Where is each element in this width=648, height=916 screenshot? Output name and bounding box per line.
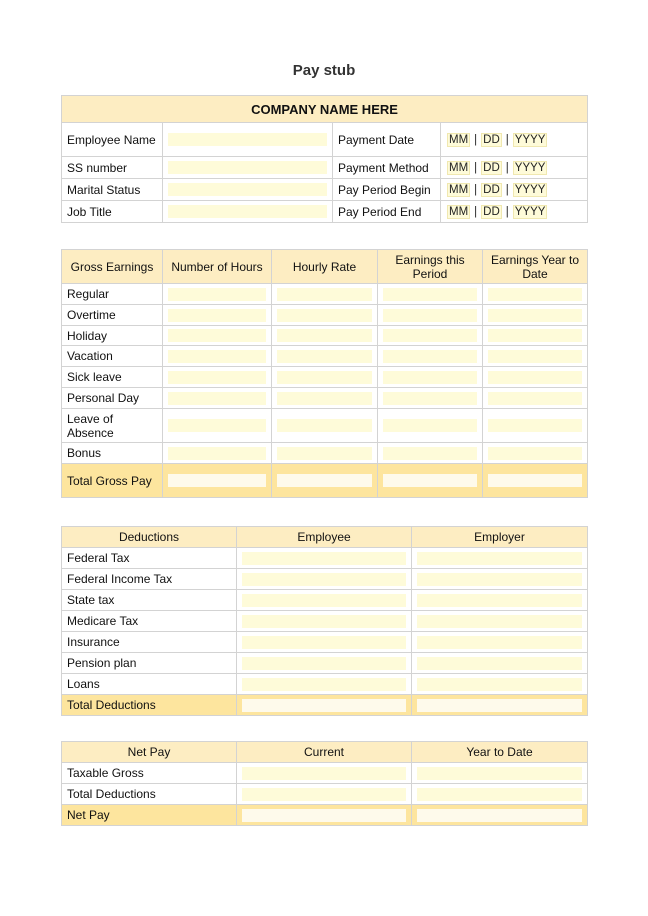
pay-period-end-field[interactable]: MM | DD | YYYY xyxy=(449,205,546,218)
ss-number-field[interactable] xyxy=(168,161,327,174)
row-label: Taxable Gross xyxy=(62,763,237,784)
col-header: Earnings this Period xyxy=(378,250,483,284)
payment-date-field[interactable]: MM | DD | YYYY xyxy=(449,133,546,146)
overtime-field-2[interactable] xyxy=(277,309,372,322)
personal-day-field-2[interactable] xyxy=(277,392,372,405)
row-label: Pension plan xyxy=(62,653,237,674)
total-deductions-field-1[interactable] xyxy=(242,788,406,801)
total-ytd-field[interactable] xyxy=(488,474,582,487)
col-header: Number of Hours xyxy=(163,250,272,284)
regular-field-3[interactable] xyxy=(383,288,477,301)
net-pay-ytd-field[interactable] xyxy=(417,809,582,822)
row-label: Sick leave xyxy=(62,367,163,388)
date-year[interactable]: YYYY xyxy=(514,183,546,196)
federal-tax-field-1[interactable] xyxy=(242,552,406,565)
date-month[interactable]: MM xyxy=(449,133,469,146)
total-gross-row xyxy=(62,464,588,498)
date-month[interactable]: MM xyxy=(449,183,469,196)
insurance-field-1[interactable] xyxy=(242,636,406,649)
personal-day-field-1[interactable] xyxy=(168,392,266,405)
info-label: Employee Name xyxy=(62,123,163,157)
federal-tax-field-2[interactable] xyxy=(417,552,582,565)
table-row xyxy=(62,443,588,464)
table-row xyxy=(62,653,588,674)
row-label: Personal Day xyxy=(62,388,163,409)
regular-field-1[interactable] xyxy=(168,288,266,301)
row-label: Holiday xyxy=(62,326,163,346)
personal-day-field-3[interactable] xyxy=(383,392,477,405)
table-row xyxy=(62,674,588,695)
table-row xyxy=(62,763,588,784)
date-day[interactable]: DD xyxy=(483,133,500,146)
row-label: Vacation xyxy=(62,346,163,367)
info-row xyxy=(62,157,588,179)
taxable-gross-field-1[interactable] xyxy=(242,767,406,780)
insurance-field-2[interactable] xyxy=(417,636,582,649)
gross-earnings-table xyxy=(61,249,588,498)
date-year[interactable]: YYYY xyxy=(514,133,546,146)
loans-field-1[interactable] xyxy=(242,678,406,691)
payment-method-field[interactable]: MM | DD | YYYY xyxy=(449,161,546,174)
row-label: Medicare Tax xyxy=(62,611,237,632)
col-header: Hourly Rate xyxy=(272,250,378,284)
info-label: Pay Period Begin xyxy=(333,179,441,201)
date-day[interactable]: DD xyxy=(483,161,500,174)
info-row xyxy=(62,201,588,223)
info-label: Job Title xyxy=(62,201,163,223)
table-row xyxy=(62,548,588,569)
date-day[interactable]: DD xyxy=(483,183,500,196)
table-row xyxy=(62,367,588,388)
row-label: Bonus xyxy=(62,443,163,464)
sick-leave-field-1[interactable] xyxy=(168,371,266,384)
info-label: SS number xyxy=(62,157,163,179)
total-deductions-field-2[interactable] xyxy=(417,788,582,801)
total-employer-field[interactable] xyxy=(417,699,582,712)
leave-of-absence-field-3[interactable] xyxy=(383,419,477,432)
row-label: Total Deductions xyxy=(62,784,237,805)
bonus-field-1[interactable] xyxy=(168,447,266,460)
holiday-field-3[interactable] xyxy=(383,329,477,342)
date-month[interactable]: MM xyxy=(449,205,469,218)
col-header: Gross Earnings xyxy=(62,250,163,284)
vacation-field-2[interactable] xyxy=(277,350,372,363)
col-header: Deductions xyxy=(62,527,237,548)
col-header: Employer xyxy=(412,527,588,548)
vacation-field-1[interactable] xyxy=(168,350,266,363)
table-row xyxy=(62,284,588,305)
bonus-field-3[interactable] xyxy=(383,447,477,460)
regular-field-2[interactable] xyxy=(277,288,372,301)
holiday-field-4[interactable] xyxy=(488,329,582,342)
employee-info-table xyxy=(61,95,588,223)
loans-field-2[interactable] xyxy=(417,678,582,691)
info-label: Pay Period End xyxy=(333,201,441,223)
page-title: Pay stub xyxy=(292,62,356,79)
info-label: Payment Date xyxy=(333,123,441,157)
total-employee-field[interactable] xyxy=(242,699,406,712)
net-pay-current-field[interactable] xyxy=(242,809,406,822)
employee-name-field[interactable] xyxy=(168,133,327,146)
row-label: Regular xyxy=(62,284,163,305)
table-row xyxy=(62,388,588,409)
row-label: Federal Income Tax xyxy=(62,569,237,590)
bonus-field-2[interactable] xyxy=(277,447,372,460)
table-row xyxy=(62,632,588,653)
leave-of-absence-field-1[interactable] xyxy=(168,419,266,432)
leave-of-absence-field-2[interactable] xyxy=(277,419,372,432)
row-label: State tax xyxy=(62,590,237,611)
table-row xyxy=(62,326,588,346)
job-title-field[interactable] xyxy=(168,205,327,218)
table-row xyxy=(62,611,588,632)
bonus-field-4[interactable] xyxy=(488,447,582,460)
taxable-gross-field-2[interactable] xyxy=(417,767,582,780)
total-hours-field[interactable] xyxy=(168,474,266,487)
medicare-tax-field-2[interactable] xyxy=(417,615,582,628)
personal-day-field-4[interactable] xyxy=(488,392,582,405)
total-deductions-label: Total Deductions xyxy=(62,695,237,716)
date-month[interactable]: MM xyxy=(449,161,469,174)
table-row xyxy=(62,569,588,590)
overtime-field-1[interactable] xyxy=(168,309,266,322)
row-label: Federal Tax xyxy=(62,548,237,569)
net-pay-label: Net Pay xyxy=(62,805,237,826)
overtime-field-4[interactable] xyxy=(488,309,582,322)
vacation-field-3[interactable] xyxy=(383,350,477,363)
table-row xyxy=(62,784,588,805)
date-year[interactable]: YYYY xyxy=(514,205,546,218)
company-name: COMPANY NAME HERE xyxy=(62,96,588,123)
row-label: Insurance xyxy=(62,632,237,653)
col-header: Earnings Year to Date xyxy=(483,250,588,284)
holiday-field-2[interactable] xyxy=(277,329,372,342)
date-year[interactable]: YYYY xyxy=(514,161,546,174)
pay-period-begin-field[interactable]: MM | DD | YYYY xyxy=(449,183,546,196)
state-tax-field-2[interactable] xyxy=(417,594,582,607)
total-rate-field[interactable] xyxy=(277,474,372,487)
table-row xyxy=(62,346,588,367)
table-row xyxy=(62,305,588,326)
pension-plan-field-1[interactable] xyxy=(242,657,406,670)
state-tax-field-1[interactable] xyxy=(242,594,406,607)
col-header: Net Pay xyxy=(62,742,237,763)
total-gross-label: Total Gross Pay xyxy=(62,464,163,498)
info-row xyxy=(62,179,588,201)
federal-income-tax-field-2[interactable] xyxy=(417,573,582,586)
pension-plan-field-2[interactable] xyxy=(417,657,582,670)
info-row xyxy=(62,123,588,157)
vacation-field-4[interactable] xyxy=(488,350,582,363)
federal-income-tax-field-1[interactable] xyxy=(242,573,406,586)
net-pay-table xyxy=(61,741,588,826)
leave-of-absence-field-4[interactable] xyxy=(488,419,582,432)
col-header: Year to Date xyxy=(412,742,588,763)
table-row xyxy=(62,590,588,611)
info-label: Marital Status xyxy=(62,179,163,201)
marital-status-field[interactable] xyxy=(168,183,327,196)
col-header: Current xyxy=(237,742,412,763)
net-pay-row xyxy=(62,805,588,826)
table-row xyxy=(62,409,588,443)
regular-field-4[interactable] xyxy=(488,288,582,301)
row-label: Overtime xyxy=(62,305,163,326)
sick-leave-field-4[interactable] xyxy=(488,371,582,384)
medicare-tax-field-1[interactable] xyxy=(242,615,406,628)
row-label: Leave of Absence xyxy=(62,409,163,443)
row-label: Loans xyxy=(62,674,237,695)
total-deductions-row xyxy=(62,695,588,716)
total-period-field[interactable] xyxy=(383,474,477,487)
deductions-table xyxy=(61,526,588,716)
sick-leave-field-2[interactable] xyxy=(277,371,372,384)
info-label: Payment Method xyxy=(333,157,441,179)
holiday-field-1[interactable] xyxy=(168,329,266,342)
date-day[interactable]: DD xyxy=(483,205,500,218)
col-header: Employee xyxy=(237,527,412,548)
sick-leave-field-3[interactable] xyxy=(383,371,477,384)
overtime-field-3[interactable] xyxy=(383,309,477,322)
